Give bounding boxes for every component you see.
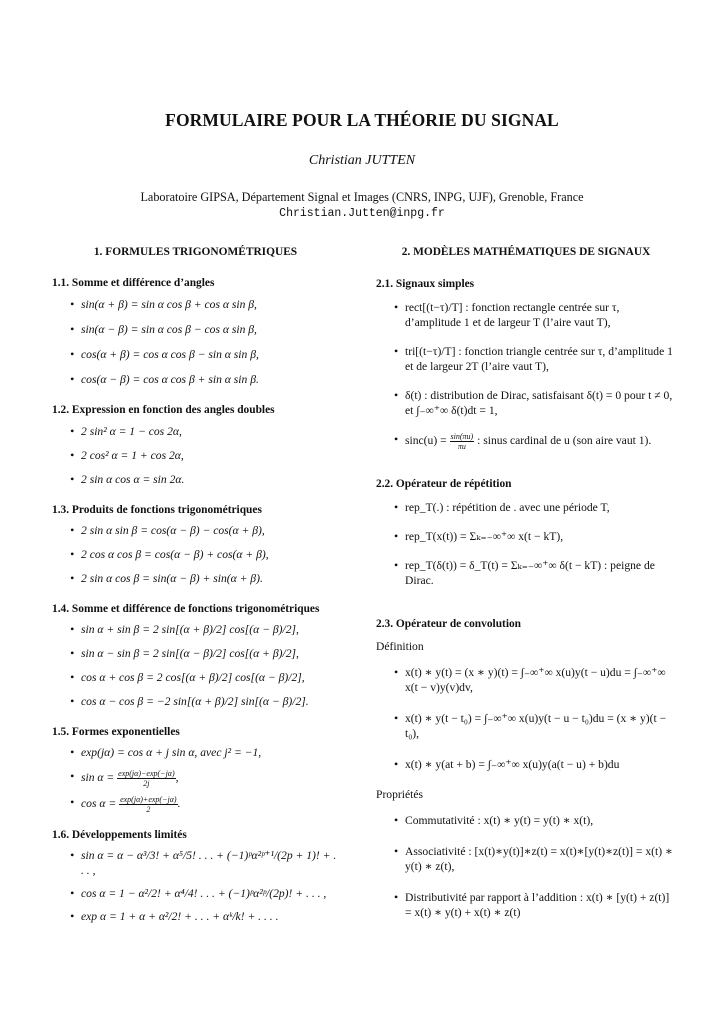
formula-lhs: cos α =	[81, 797, 117, 811]
property-item: • Associativité : [x(t)∗y(t)]∗z(t) = x(t)∗[y(t)∗z(t)] = x(t) ∗ y(t) ∗ z(t),	[376, 844, 676, 874]
definition-item: • rect[(t−τ)/T] : fonction rectangle centrée sur τ, d’amplitude 1 et de largeur T (l’aire vaut T),	[376, 300, 676, 330]
definition-label: Définition	[376, 640, 424, 653]
formula-item: • sin α = $\frac{\exp(j\alpha)-\exp(-j\alpha)}{2j}$ ,	[52, 769, 339, 788]
subsection-2-2-heading: 2.2. Opérateur de répétition	[376, 478, 512, 490]
paper-title: FORMULAIRE POUR LA THÉORIE DU SIGNAL	[165, 110, 559, 130]
formula-item: • sin α = α − α³/3! + α⁵/5! . . . + (−1)ᵖα²ᵖ⁺¹/(2p + 1)! + . . . ,	[52, 848, 339, 878]
formula-item: • 2 cos² α = 1 + cos 2α,	[52, 448, 339, 463]
formula-item: • exp α = 1 + α + α²/2! + . . . + αᵏ/k! + . . . .	[52, 909, 339, 924]
subsection-1-5-heading: 1.5. Formes exponentielles	[52, 726, 180, 738]
fraction	[450, 432, 475, 451]
definition-item: • x(t) ∗ y(t − t₀) = ∫₋∞⁺∞ x(u)y(t − u − t₀)du = (x ∗ y)(t − t₀),	[376, 711, 676, 741]
paper-header	[0, 110, 724, 220]
formula-item: • 2 sin α sin β = cos(α − β) − cos(α + β),	[52, 523, 339, 538]
subsection-1-6-heading: 1.6. Développements limités	[52, 829, 187, 841]
fraction-numerator: sin(πu)	[450, 432, 474, 441]
fraction-denominator: 2j	[143, 779, 150, 788]
section-2-heading: 2. MODÈLES MATHÉMATIQUES DE SIGNAUX	[401, 246, 651, 258]
fraction	[117, 769, 176, 788]
property-item: • Commutativité : x(t) ∗ y(t) = y(t) ∗ x(t),	[376, 813, 676, 828]
subsection-1-4-heading: 1.4. Somme et différence de fonctions trigonométriques	[52, 603, 320, 615]
definition-item	[376, 432, 676, 451]
definition-item: • x(t) ∗ y(t) = (x ∗ y)(t) = ∫₋∞⁺∞ x(u)y(t − u)du = ∫₋∞⁺∞ x(t − v)y(v)dv,	[376, 665, 676, 695]
formula-item: • sin(α − β) = sin α cos β − cos α sin β,	[52, 322, 339, 337]
subsection-1-3-heading: 1.3. Produits de fonctions trigonométriques	[52, 504, 262, 516]
affiliation: Laboratoire GIPSA, Département Signal et Images (CNRS, INPG, UJF), Grenoble, France	[140, 190, 584, 204]
section-1-heading: 1. FORMULES TRIGONOMÉTRIQUES	[93, 246, 298, 258]
formula-lhs: sinc(u) =	[405, 434, 447, 448]
formula-item: • 2 sin α cos α = sin 2α.	[52, 472, 339, 487]
subsection-1-2-heading: 1.2. Expression en fonction des angles doubles	[52, 404, 275, 416]
formula-item: • sin(α + β) = sin α cos β + cos α sin β,	[52, 297, 339, 312]
definition-item: • tri[(t−τ)/T] : fonction triangle centrée sur τ, d’amplitude 1 et de largeur 2T (l’aire vaut T),	[376, 344, 676, 374]
formula-rhs: : sinus cardinal de u (son aire vaut 1).	[477, 434, 652, 448]
subsection-2-3-heading: 2.3. Opérateur de convolution	[376, 618, 522, 630]
properties-label: Propriétés	[376, 788, 424, 801]
property-item: • Distributivité par rapport à l’addition : x(t) ∗ [y(t) + z(t)] = x(t) ∗ y(t) + x(t) ∗ z(t)	[376, 890, 676, 920]
author-name: Christian JUTTEN	[308, 153, 416, 168]
definition-item: • rep_T(δ(t)) = δ_T(t) = Σₖ₌₋∞⁺∞ δ(t − kT) : peigne de Dirac.	[376, 558, 676, 588]
fraction	[119, 795, 178, 814]
subsection-1-1-heading: 1.1. Somme et différence d’angles	[52, 277, 215, 289]
formula-item: • 2 cos α cos β = cos(α − β) + cos(α + β),	[52, 547, 339, 562]
formula-item: • cos(α − β) = cos α cos β + sin α sin β.	[52, 372, 339, 387]
formula-item: • cos α = $\frac{\exp(j\alpha)+\exp(-j\alpha)}{2}$ .	[52, 795, 339, 814]
formula-item: • 2 sin² α = 1 − cos 2α,	[52, 424, 339, 439]
formula-item: • cos α + cos β = 2 cos[(α + β)/2] cos[(α − β)/2],	[52, 670, 339, 685]
fraction-denominator: πu	[457, 442, 466, 451]
right-column	[376, 246, 676, 920]
formula-item: • sin α − sin β = 2 sin[(α − β)/2] cos[(α + β)/2],	[52, 646, 339, 661]
definition-item: • δ(t) : distribution de Dirac, satisfaisant δ(t) = 0 pour t ≠ 0, et ∫₋∞⁺∞ δ(t)dt = 1,	[376, 388, 676, 418]
formula-item: • cos(α + β) = cos α cos β − sin α sin β,	[52, 347, 339, 362]
fraction-denominator: 2	[146, 805, 151, 814]
definition-item: • x(t) ∗ y(at + b) = ∫₋∞⁺∞ x(u)y(a(t − u) + b)du	[376, 757, 676, 772]
formula-lhs: sin α =	[81, 771, 115, 785]
formula-item: • 2 sin α cos β = sin(α − β) + sin(α + β).	[52, 571, 339, 586]
left-column	[52, 246, 339, 924]
fraction-numerator: exp(jα)−exp(−jα)	[118, 769, 175, 778]
subsection-2-1-heading: 2.1. Signaux simples	[376, 278, 475, 290]
formula-item: • sin α + sin β = 2 sin[(α + β)/2] cos[(α − β)/2],	[52, 622, 339, 637]
definition-item: • rep_T(x(t)) = Σₖ₌₋∞⁺∞ x(t − kT),	[376, 529, 676, 544]
formula-item: • exp(jα) = cos α + j sin α, avec j² = −1,	[52, 745, 339, 760]
fraction-numerator: exp(jα)+exp(−jα)	[120, 795, 177, 804]
definition-item: • rep_T(.) : répétition de . avec une période T,	[376, 500, 676, 515]
formula-item: • cos α − cos β = −2 sin[(α + β)/2] sin[(α − β)/2].	[52, 694, 339, 709]
formula-item: • cos α = 1 − α²/2! + α⁴/4! . . . + (−1)ᵖα²ᵖ/(2p)! + . . . ,	[52, 886, 339, 901]
author-email: Christian.Jutten@inpg.fr	[279, 207, 445, 220]
